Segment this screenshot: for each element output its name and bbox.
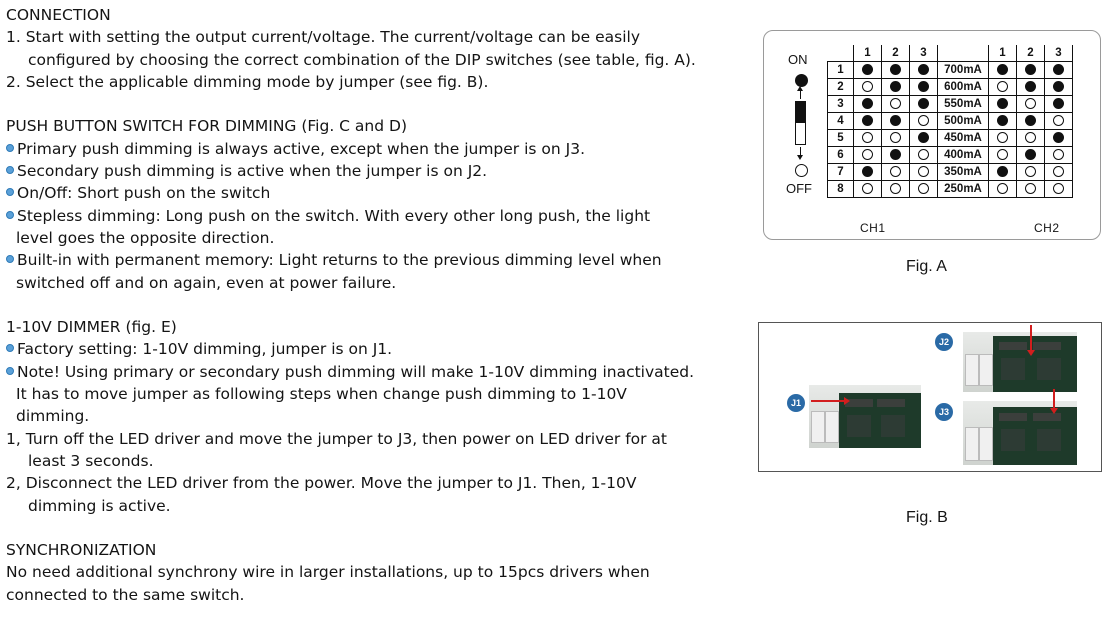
col-header: 3 [1045,45,1073,62]
filled-dot-icon [1025,64,1036,75]
jumper-j2-photo [963,332,1077,392]
text-line: 1, Turn off the LED driver and move the jumper to J3, then power on LED driver for at [6,429,668,448]
switch-state-cell [1045,113,1073,130]
switch-state-cell [910,147,938,164]
switch-state-cell [854,181,882,198]
filled-dot-icon [918,98,929,109]
col-header: 2 [1017,45,1045,62]
header-blank [828,45,854,62]
empty-dot-icon [997,132,1008,143]
current-value: 700mA [938,62,989,79]
switch-state-cell [910,130,938,147]
switch-state-cell [910,96,938,113]
switch-state-cell [1017,79,1045,96]
red-arrow-j1 [811,400,845,402]
filled-dot-icon [890,149,901,160]
switch-state-cell [989,62,1017,79]
empty-dot-icon [890,98,901,109]
switch-state-cell [882,164,910,181]
empty-dot-icon [890,132,901,143]
switch-state-cell [854,113,882,130]
text-line: SYNCHRONIZATION [6,541,157,560]
switch-state-cell [989,164,1017,181]
ch1-label: CH1 [860,221,886,235]
switch-state-cell [882,147,910,164]
text-line: PUSH BUTTON SWITCH FOR DIMMING (Fig. C and D) [6,117,408,136]
current-value: 550mA [938,96,989,113]
current-value: 600mA [938,79,989,96]
switch-state-cell [1045,62,1073,79]
switch-state-cell [882,62,910,79]
filled-dot-icon [997,115,1008,126]
filled-dot-icon [918,132,929,143]
col-header: 2 [882,45,910,62]
empty-dot-icon [918,115,929,126]
spacer [6,294,741,316]
filled-dot-icon [1025,149,1036,160]
text-line: On/Off: Short push on the switch [6,182,741,204]
text-line: Note! Using primary or secondary push dimming will make 1-10V dimming inactivated. [6,361,741,383]
row-number: 1 [828,62,854,79]
filled-dot-icon [1053,81,1064,92]
text-line: Built-in with permanent memory: Light returns to the previous dimming level when [6,249,741,271]
switch-state-cell [910,164,938,181]
filled-dot-icon [862,64,873,75]
text-line: connected to the same switch. [6,585,245,604]
filled-dot-icon [918,64,929,75]
switch-state-cell [989,79,1017,96]
dip-row [828,164,1073,181]
switch-state-cell [989,130,1017,147]
filled-dot-icon [1053,64,1064,75]
filled-dot-icon [890,81,901,92]
switch-state-cell [854,130,882,147]
off-label: OFF [786,181,812,196]
switch-state-cell [1045,164,1073,181]
red-arrow-j2 [1030,325,1032,351]
text-line: Stepless dimming: Long push on the switch. With every other long push, the light [6,205,741,227]
switch-state-cell [1045,130,1073,147]
dip-row [828,113,1073,130]
switch-state-cell [1017,96,1045,113]
switch-state-cell [1045,96,1073,113]
text-line: CONNECTION [6,6,111,24]
row-number: 7 [828,164,854,181]
spacer [6,517,741,539]
filled-dot-icon [862,115,873,126]
arrow-down-icon [800,147,801,157]
header-blank [938,45,989,62]
switch-state-cell [882,113,910,130]
empty-dot-icon [1025,183,1036,194]
arrow-up-icon [800,89,801,99]
empty-dot-icon [862,81,873,92]
filled-dot-icon [997,98,1008,109]
switch-state-cell [854,62,882,79]
switch-state-cell [989,181,1017,198]
dip-row [828,79,1073,96]
spacer [6,93,741,115]
row-number: 2 [828,79,854,96]
switch-state-cell [882,130,910,147]
row-number: 6 [828,147,854,164]
empty-dot-icon [1053,149,1064,160]
current-value: 250mA [938,181,989,198]
switch-state-cell [1045,147,1073,164]
dip-row [828,181,1073,198]
text-line: level goes the opposite direction. [16,228,275,247]
empty-dot-icon [890,166,901,177]
switch-state-cell [1045,79,1073,96]
empty-dot-icon [795,164,808,177]
dip-row [828,96,1073,113]
filled-dot-icon [997,166,1008,177]
current-value: 500mA [938,113,989,130]
empty-dot-icon [1053,166,1064,177]
text-line: It has to move jumper as following steps when change push dimming to 1-10V [16,385,627,404]
switch-state-cell [1017,181,1045,198]
text-line: configured by choosing the correct combination of the DIP switches (see table, fig. A). [28,50,696,69]
switch-state-cell [1017,164,1045,181]
j3-tag: J3 [935,403,953,421]
text-line: No need additional synchrony wire in larger installations, up to 15pcs drivers when [6,563,650,582]
row-number: 4 [828,113,854,130]
text-line: switched off and on again, even at power failure. [16,273,397,292]
filled-dot-icon [1025,115,1036,126]
empty-dot-icon [862,149,873,160]
switch-state-cell [854,147,882,164]
empty-dot-icon [890,183,901,194]
filled-dot-icon [890,115,901,126]
on-label: ON [788,52,808,67]
switch-state-cell [854,164,882,181]
text-line: 1. Start with setting the output current/voltage. The current/voltage can be easily [6,28,641,47]
empty-dot-icon [1053,115,1064,126]
switch-state-cell [882,79,910,96]
filled-dot-icon [890,64,901,75]
switch-state-cell [854,79,882,96]
empty-dot-icon [918,166,929,177]
filled-dot-icon [997,64,1008,75]
filled-dot-icon [1053,98,1064,109]
ch2-label: CH2 [1034,221,1060,235]
text-line: Factory setting: 1-10V dimming, jumper is on J1. [6,338,741,360]
current-value: 450mA [938,130,989,147]
dip-table [827,45,1073,198]
row-number: 5 [828,130,854,147]
fig-b-jumper-photos [758,322,1102,472]
switch-state-cell [1017,62,1045,79]
empty-dot-icon [1025,132,1036,143]
switch-state-cell [910,113,938,130]
filled-dot-icon [1025,81,1036,92]
filled-dot-icon [1053,132,1064,143]
switch-state-cell [1017,147,1045,164]
row-number: 3 [828,96,854,113]
j1-tag: J1 [787,394,805,412]
empty-dot-icon [862,183,873,194]
switch-state-cell [989,96,1017,113]
switch-state-cell [1017,130,1045,147]
dip-switch-icon [795,101,806,145]
j2-tag: J2 [935,333,953,351]
fig-b-caption: Fig. B [906,509,948,526]
filled-dot-icon [862,166,873,177]
switch-state-cell [910,181,938,198]
empty-dot-icon [997,81,1008,92]
fig-a-caption: Fig. A [906,258,947,275]
text-line: 2, Disconnect the LED driver from the power. Move the jumper to J1. Then, 1-10V [6,474,637,493]
switch-state-cell [882,181,910,198]
current-value: 400mA [938,147,989,164]
col-header: 1 [989,45,1017,62]
filled-dot-icon [918,81,929,92]
switch-state-cell [989,147,1017,164]
filled-dot-icon [862,98,873,109]
empty-dot-icon [862,132,873,143]
col-header: 3 [910,45,938,62]
text-line: Secondary push dimming is active when the jumper is on J2. [6,160,741,182]
empty-dot-icon [918,149,929,160]
jumper-j3-photo [963,401,1077,465]
text-line: least 3 seconds. [28,451,154,470]
empty-dot-icon [997,149,1008,160]
text-line: dimming is active. [28,496,171,515]
dip-row [828,147,1073,164]
empty-dot-icon [1025,166,1036,177]
switch-state-cell [910,79,938,96]
switch-state-cell [882,96,910,113]
empty-dot-icon [918,183,929,194]
text-line: 2. Select the applicable dimming mode by jumper (see fig. B). [6,72,489,91]
switch-state-cell [989,113,1017,130]
col-header: 1 [854,45,882,62]
text-line: 1-10V DIMMER (fig. E) [6,318,177,337]
empty-dot-icon [1025,98,1036,109]
empty-dot-icon [997,183,1008,194]
text-line: dimming. [16,407,90,426]
dip-row [828,130,1073,147]
switch-state-cell [854,96,882,113]
red-arrow-j3 [1053,389,1055,409]
dip-row [828,62,1073,79]
jumper-j1-photo [809,385,921,448]
fig-a-dip-switch-table [763,30,1101,240]
instruction-text [6,4,741,606]
switch-state-cell [1045,181,1073,198]
row-number: 8 [828,181,854,198]
text-line: Primary push dimming is always active, except when the jumper is on J3. [6,138,741,160]
switch-state-cell [910,62,938,79]
empty-dot-icon [1053,183,1064,194]
switch-state-cell [1017,113,1045,130]
current-value: 350mA [938,164,989,181]
